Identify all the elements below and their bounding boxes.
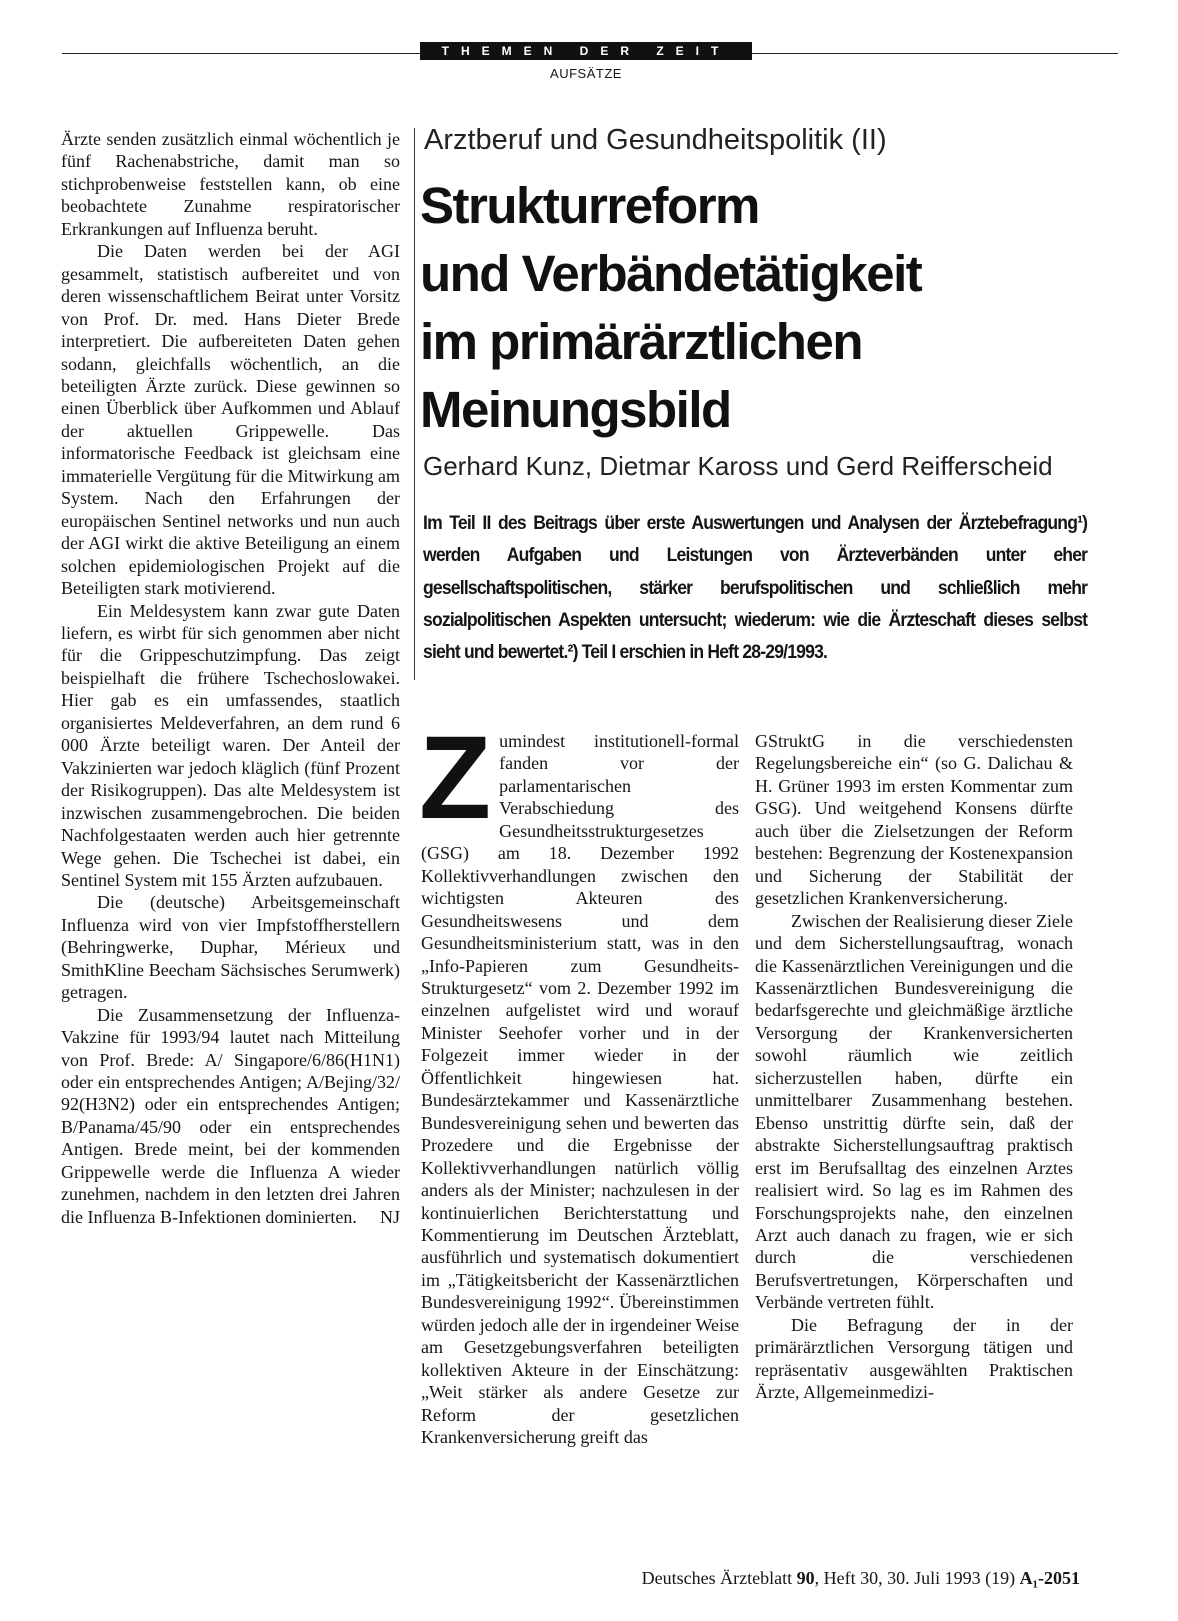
paragraph [419, 712, 739, 1449]
title-line: im primärärztlichen [420, 313, 862, 370]
issue-info: , Heft 30, 30. Juli 1993 (19) [814, 1568, 1016, 1588]
paragraph: Die Daten werden bei der AGI gesammelt, statistisch aufbereitet und von deren wissenschaftlichem Beirat unter Vorsitz von Prof. Dr. med. Hans Dieter Brede interpretiert. Die aufbereiteten Daten gehen sodann, gleichfalls wöchentlich, an die beteiligten Ärzte zurück. Diese gewinnen so einen Überblick über Aufkommen und Ablauf der aktuellen Grippewelle. Das informatorische Feedback ist gleichsam eine immaterielle Vergütung für die Mitwirkung am System. Nach den Erfahrungen der europäischen Sentinel networks und nun auch der AGI wirkt die aktive Beteiligung an einem solchen epidemiologischen Projekt auf die Beteiligten stark motivierend. [61, 241, 400, 599]
paragraph: GStruktG in die verschiedensten Regelungsbereiche ein“ (so G. Dalichau & H. Grüner 1993 im ersten Kommentar zum GSG). Und weitgehend Konsens dürfte auch über die Zielsetzungen der Reform bestehen: Begrenzung der Kostenexpansion und Sicherung der Stabilität der gesetzlichen Krankenversicherung. [755, 731, 1073, 909]
article-title [420, 172, 1110, 444]
paragraph: Zwischen der Realisierung dieser Ziele und dem Sicherstellungsauftrag, wonach die Kassenärztlichen Vereinigungen und die Kassenärztlichen Bundesvereinigung die bedarfsgerechte und gleichmäßige ärztliche Versorgung der Krankenversicherten sowohl räumlich wie zeitlich sicherzustellen haben, dürfte ein unmittelbarer Zusammenhang bestehen. Ebenso unstrittig dürfte sein, daß der abstrakte Sicherstellungsauftrag praktisch erst im Berufsalltag des einzelnen Arztes realisiert wird. So lag es im Rahmen des Forschungsprojekts nahe, den einzelnen Arzt auch danach zu fragen, wie er sich durch die verschiedenen Berufsvertretungen, Körperschaften und Verbände vertreten fühlt. [755, 910, 1073, 1313]
journal-volume: 90 [796, 1568, 815, 1588]
column-right [755, 730, 1073, 1404]
paragraph: Ein Meldesystem kann zwar gute Daten liefern, es wirbt für sich genommen aber nicht für die Grippeschutzimpfung. Das zeigt beispielhaft die frühere Tschechoslowakei. Hier gab es ein umfassendes, staatlich organisiertes Meldeverfahren, an dem rund 6 000 Ärzte beteiligt waren. Der Anteil der Vakzinierten war jedoch kläglich (fünf Prozent der Risikogruppen). Das alte Meldesystem ist inzwischen zusammengebrochen. Die beiden Nachfolgestaaten werden auch hier getrennte Wege gehen. Die Tschechei ist dabei, ein Sentinel System mit 155 Ärzten aufzubauen. [61, 600, 400, 890]
page-number: A₁-2051 [1019, 1568, 1080, 1588]
title-line: Meinungsbild [420, 381, 731, 438]
drop-cap: Z [419, 712, 492, 844]
author-signature: NJ [379, 1206, 400, 1227]
column-middle [419, 712, 739, 1449]
title-line: Strukturreform [420, 177, 759, 234]
article-authors: Gerhard Kunz, Dietmar Kaross und Gerd Reifferscheid [423, 451, 1053, 481]
article-kicker: Arztberuf und Gesundheitspolitik (II) [424, 124, 887, 156]
column-divider [414, 128, 415, 680]
title-line: und Verbändetätigkeit [420, 245, 922, 302]
paragraph: Die Befragung der in der primärärztlichen Versorgung tätigen und repräsentativ ausgewählten Praktischen Ärzte, Allgemeinmedizi- [755, 1314, 1073, 1403]
paragraph-text: Die Zusammensetzung der Influenza-Vakzine für 1993/94 lautet nach Mitteilung von Prof. Brede: A/ Singapore/6/86(H1N1) oder ein entsprechendes Antigen; A/Bejing/32/ 92(H3N2) oder ein entsprechendes Antigen; B/Panama/45/90 oder ein entsprechendes Antigen. Brede meint, bei der kommenden Grippewelle werde die Influenza A wieder zunehmen, nachdem in den letzten drei Jahren die Influenza B-Infektionen dominierten. [61, 1004, 400, 1227]
column-left [61, 128, 400, 1228]
paragraph-text: umindest institutionell-formal fanden vor der parlamentarischen Verabschiedung des Gesundheitsstrukturgesetzes (GSG) am 18. Dezember 1992 Kollektivverhandlungen zwischen den wichtigsten Akteuren des Gesundheitswesens und dem Gesundheitsministerium statt, was in den „Info-Papieren zum Gesundheits-Strukturgesetz“ vom 2. Dezember 1992 im einzelnen aufgelistet wird und worauf Minister Seehofer vorher und in der Folgezeit immer wieder in der Öffentlichkeit hingewiesen hat. Bundesärztekammer und Kassenärztliche Bundesvereinigung sehen und bewerten das Prozedere und die Ergebnisse der Kollektivverhandlungen natürlich völlig anders als der Minister; nachzulesen in der kontinuierlichen Berichterstattung und Kommentierung im Deutschen Ärzteblatt, ausführlich und systematisch dokumentiert im „Tätigkeitsbericht der Kassenärztlichen Bundesvereinigung 1992“. Übereinstimmen würden jedoch alle der in irgendeiner Weise am Gesetzgebungsverfahren beteiligten kollektiven Akteure in der Einschätzung: „Weit stärker als andere Gesetze zur Reform der gesetzlichen Krankenversicherung greift das [421, 731, 739, 1448]
page-footer [560, 1567, 1080, 1589]
paragraph: Die (deutsche) Arbeitsgemeinschaft Influenza wird von vier Impfstoffherstellern (Behringwerke, Duphar, Mérieux und SmithKline Beecham Sächsisches Serumwerk) getragen. [61, 892, 400, 1003]
article-abstract: Im Teil II des Beitrags über erste Auswertungen und Analysen der Ärztebefragung¹) werden Aufgaben und Leistungen von Ärzteverbänden unter eher gesellschaftspolitischen, stärker berufspolitischen und schließlich mehr sozialpolitischen Aspekten untersucht; wiederum: wie die Ärzteschaft dieses selbst sieht und bewertet.²) Teil I erschien in Heft 28-29/1993. [423, 512, 1088, 664]
section-banner: THEMEN DER ZEIT [420, 42, 752, 60]
section-label: AUFSÄTZE [550, 66, 622, 81]
journal-name: Deutsches Ärzteblatt [641, 1568, 793, 1588]
paragraph [61, 1004, 400, 1229]
paragraph: Ärzte senden zusätzlich einmal wöchentlich je fünf Rachenabstriche, damit man so stichprobenweise feststellen kann, ob eine beobachtete Zunahme respiratorischer Erkrankungen auf Influenza beruht. [61, 129, 400, 239]
